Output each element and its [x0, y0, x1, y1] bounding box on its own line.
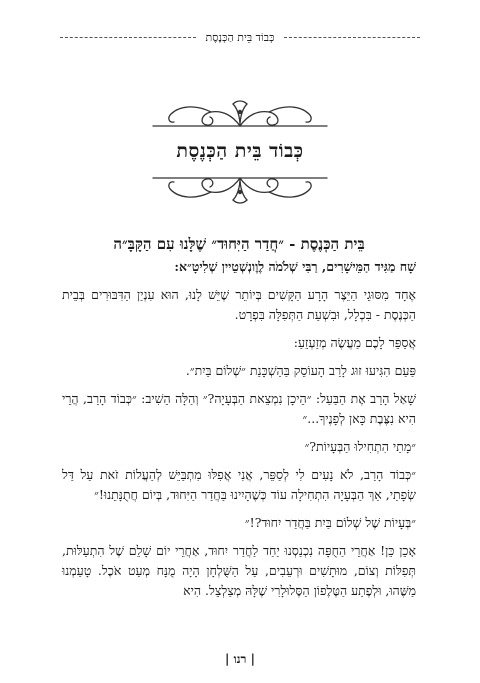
running-header	[60, 30, 420, 44]
paragraph: פַּעַם הִגִּיעוּ זוּג לָרַב הָעוֹסֵק בַּהַשְׁכָּנַת ״שְׁלוֹם בַּיִת״.	[185, 363, 416, 378]
article-body	[62, 234, 416, 609]
header-rule-right	[60, 37, 196, 38]
page-number: | רנו |	[225, 652, 255, 666]
header-rule-left	[284, 37, 420, 38]
paragraph: שָׁאַל הָרַב אֶת הַבַּעַל: ״הֵיכָן נִמְצֵאת הַבְּעָיָה?״ וְהַלָּה הֵשִׁיב: ״כְּבוֹד הָרַב, הֲרֵי הִיא נִצֶּבֶת כָּאן לְפָנֶיךָ...״	[62, 391, 416, 426]
top-ornament-flourish	[145, 96, 335, 134]
paragraph: אֶחָד מִסּוּגֵי הַיֵּצֶר הָרָע הַקָּשִׁים בְּיוֹתֵר שֶׁיֵּשׁ לָנוּ, הוּא עִנְיַן הַדִּבּוּרִים בְּבֵית הַכְּנֶסֶת - בִּכְלָל, וּבִשְׁעַת הַתְּפִלָּה בִּפְרָט.	[62, 287, 416, 322]
paragraph: ״בְּעָיוֹת שֶׁל שְׁלוֹם בַּיִת בַּחֲדַר יִחוּד?!״	[244, 515, 416, 530]
article-heading: בֵּית הַכְּנֶסֶת - ״חֲדַר הַיִּחוּד״ שֶׁלָּנוּ עִם הַקָּבָּ״ה	[113, 235, 365, 253]
running-header-title: כְּבוֹד בֵּית הַכְּנֶסֶת	[205, 30, 275, 44]
paragraph: אָכֵן כֵּן! אַחֲרֵי הַחֻפָּה נִכְנַסְנוּ יַחַד לַחֲדַר יִחוּד, אַחֲרֵי יוֹם שָׁלֵם שֶׁל הִתְעַלּוּת, תְּפִלּוֹת וְצוֹם, מוּתָשִׁים וּרְעֵבִים, עַל הַשֻּׁלְחָן הָיָה מֻנָּח מְעַט אֹכֶל. טָעַמְנוּ מַשֶּׁהוּ, וּלְפֶתַע הַטֶּלֶפוֹן הַסֶּלוּלָרִי שֶׁלָּהּ מְצַלְצֵל. הִיא	[62, 543, 416, 598]
speaker-line: שָׁח מַגִּיד הַמֵּישָׁרִים, רַבִּי שְׁלֹמֹה לֶוֶונְשְׁטֵיין שְׁלִיטָ״א:	[174, 259, 416, 274]
paragraph: אֲסַפֵּר לָכֶם מַעֲשֶׂה מְזַעְזֵעַ:	[293, 335, 416, 350]
paragraph: ״כְּבוֹד הָרַב, לֹא נָעִים לִי לְסַפֵּר, אֲנִי אֲפִלּוּ מִתְבַּיֵּשׁ לְהַעֲלוֹת זֹאת עַל דַּל שְׂפָתַי, אַךְ הַבְּעָיָה הִתְחִילָה עוֹד כְּשֶׁהָיִינוּ בַּחֲדַר הַיִּחוּד, בְּיוֹם חֲתֻנָּתֵנוּ!״	[62, 467, 416, 502]
bottom-ornament-flourish	[145, 170, 335, 208]
section-title: כְּבוֹד בֵּית הַכְּנֶסֶת	[176, 140, 304, 162]
paragraph: ״מָתַי הִתְחִילוּ הַבְּעָיוֹת?״	[304, 439, 416, 454]
